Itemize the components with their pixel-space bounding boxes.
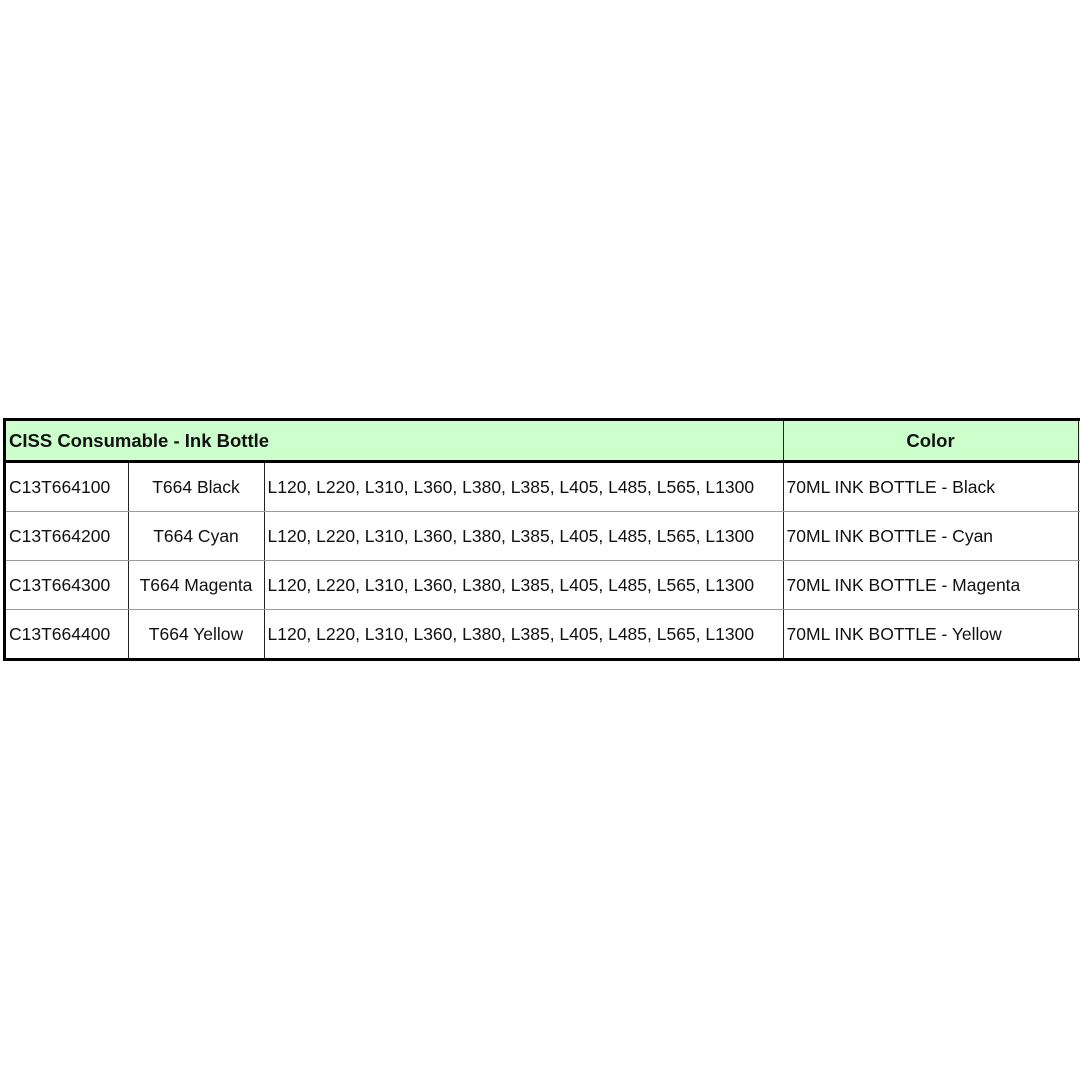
product-code-cell: C13T664200 — [6, 512, 128, 561]
description-cell: 70ML INK BOTTLE - Yellow — [783, 610, 1078, 659]
description-cell: 70ML INK BOTTLE - Black — [783, 462, 1078, 512]
consumables-table — [6, 421, 1080, 658]
table-row — [6, 512, 1080, 561]
description-cell: 70ML INK BOTTLE - Cyan — [783, 512, 1078, 561]
model-cell: T664 Magenta — [128, 561, 264, 610]
product-code-cell: C13T664400 — [6, 610, 128, 659]
model-cell: T664 Cyan — [128, 512, 264, 561]
description-cell: 70ML INK BOTTLE - Magenta — [783, 561, 1078, 610]
table-row — [6, 462, 1080, 512]
model-cell: T664 Yellow — [128, 610, 264, 659]
table-row — [6, 610, 1080, 659]
table-row — [6, 561, 1080, 610]
compatible-printers-cell: L120, L220, L310, L360, L380, L385, L405, L485, L565, L1300 — [264, 610, 783, 659]
color-column-header: Color — [783, 421, 1078, 462]
table-header-row — [6, 421, 1080, 462]
compatible-printers-cell: L120, L220, L310, L360, L380, L385, L405, L485, L565, L1300 — [264, 462, 783, 512]
ink-bottle-table — [3, 418, 1080, 661]
compatible-printers-cell: L120, L220, L310, L360, L380, L385, L405, L485, L565, L1300 — [264, 512, 783, 561]
table-title: CISS Consumable - Ink Bottle — [6, 421, 783, 462]
compatible-printers-cell: L120, L220, L310, L360, L380, L385, L405, L485, L565, L1300 — [264, 561, 783, 610]
product-code-cell: C13T664300 — [6, 561, 128, 610]
model-cell: T664 Black — [128, 462, 264, 512]
product-code-cell: C13T664100 — [6, 462, 128, 512]
